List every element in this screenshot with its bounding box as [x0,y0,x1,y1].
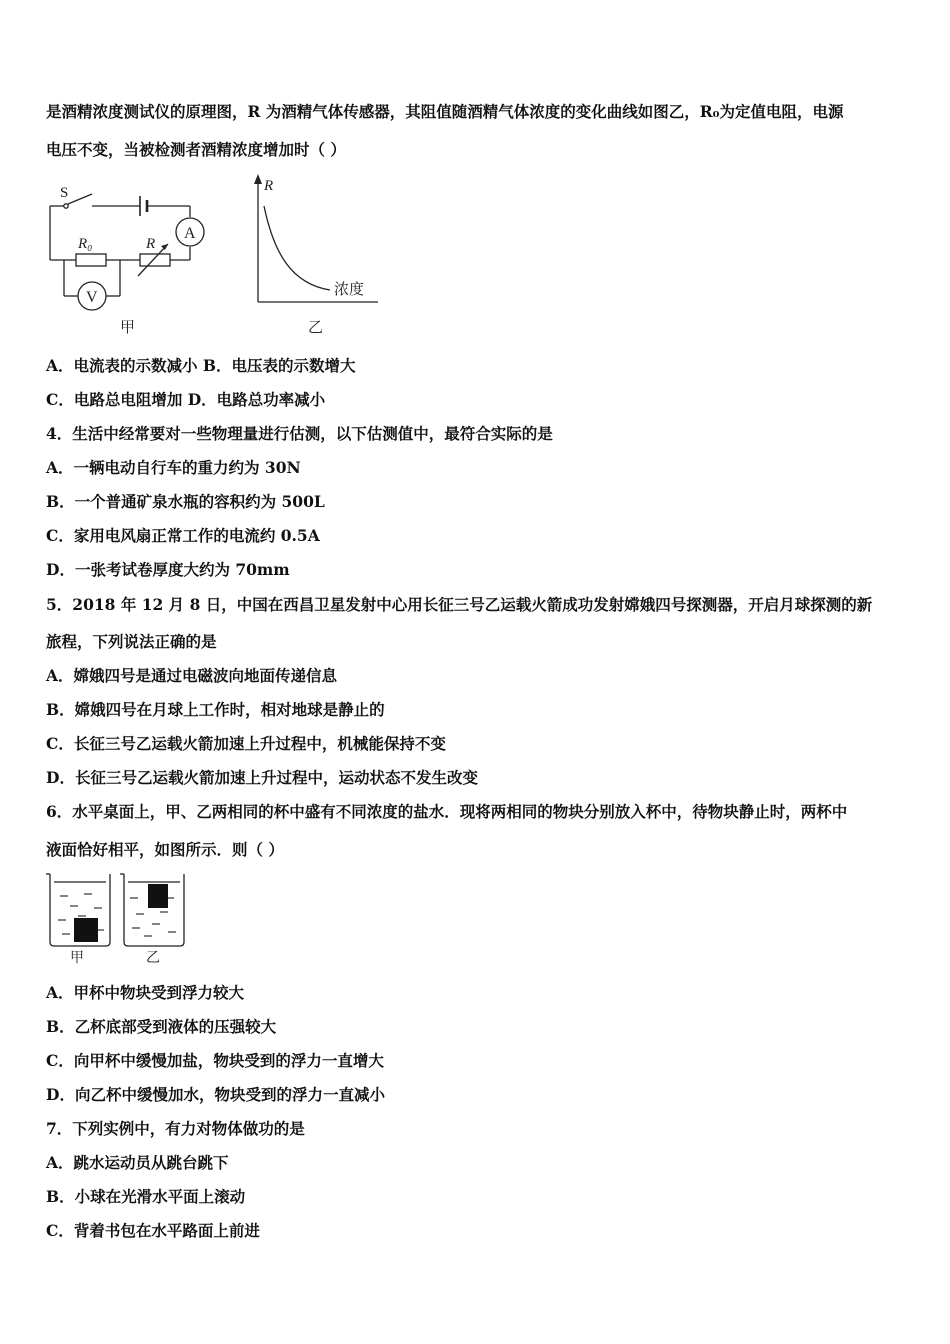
resistance-curve [264,206,330,290]
block-in-cup-yi [148,884,168,908]
q5-option-a: A．嫦娥四号是通过电磁波向地面传递信息 [46,666,338,685]
q7-stem: 7．下列实例中，有力对物体做功的是 [46,1119,305,1138]
q3-options-line2: C．电路总电阻增加 D．电路总功率减小 [46,390,326,409]
y-axis-label: R [264,178,274,194]
q5-option-b: B．嫦娥四号在月球上工作时，相对地球是静止的 [46,700,385,719]
fixed-resistor-label: R₀ [78,236,93,252]
figure-caption-jia: 甲 [120,320,136,336]
q4-option-d: D．一张考试卷厚度大约为 70mm [46,560,290,579]
q4-stem: 4．生活中经常要对一些物理量进行估测，以下估测值中，最符合实际的是 [46,424,553,443]
fixed-resistor-symbol [76,254,106,266]
switch-label: S [60,185,69,201]
resistance-concentration-graph [240,172,390,342]
q7-option-c: C．背着书包在水平路面上前进 [46,1221,260,1240]
circuit-diagram [40,172,220,342]
ammeter-label: A [184,225,196,242]
q4-option-c: C．家用电风扇正常工作的电流约 0.5A [46,526,320,545]
variable-resistor-symbol [140,254,170,266]
q7-option-b: B．小球在光滑水平面上滚动 [46,1187,246,1206]
q4-option-b: B．一个普通矿泉水瓶的容积约为 500L [46,492,325,511]
q6-stem-line1: 6．水平桌面上，甲、乙两相同的杯中盛有不同浓度的盐水．现将两相同的物块分别放入杯中，待物块静止时，两杯中 [46,802,848,821]
voltmeter-label: V [86,289,98,306]
q6-option-b: B．乙杯底部受到液体的压强较大 [46,1017,277,1036]
q6-option-d: D．向乙杯中缓慢加水，物块受到的浮力一直减小 [46,1085,385,1104]
q3-stem-line1: 是酒精浓度测试仪的原理图，R 为酒精气体传感器，其阻值随酒精气体浓度的变化曲线如图乙，R₀为定值电阻，电源 [46,102,844,121]
q7-option-a: A．跳水运动员从跳台跳下 [46,1153,229,1172]
q6-option-c: C．向甲杯中缓慢加盐，物块受到的浮力一直增大 [46,1051,384,1070]
cup-caption-yi: 乙 [146,951,160,966]
q5-option-c: C．长征三号乙运载火箭加速上升过程中，机械能保持不变 [46,734,446,753]
q3-stem-line2: 电压不变，当被检测者酒精浓度增加时（ ） [46,140,346,159]
variable-resistor-label: R [146,236,156,252]
q3-options-line1: A．电流表的示数减小 B．电压表的示数增大 [46,356,356,375]
two-cups-figure [44,868,194,968]
q5-option-d: D．长征三号乙运载火箭加速上升过程中，运动状态不发生改变 [46,768,478,787]
switch-blade [68,194,92,204]
block-in-cup-jia [74,918,98,942]
x-axis-label: 浓度 [334,282,365,298]
figure-caption-yi: 乙 [308,320,324,336]
q6-option-a: A．甲杯中物块受到浮力较大 [46,983,245,1002]
q6-stem-line2: 液面恰好相平，如图所示．则（ ） [46,840,284,859]
q4-option-a: A．一辆电动自行车的重力约为 30N [46,458,301,477]
q5-stem-line2: 旅程，下列说法正确的是 [46,632,217,651]
cup-caption-jia: 甲 [70,951,84,966]
q5-stem-line1: 5．2018 年 12 月 8 日，中国在西昌卫星发射中心用长征三号乙运载火箭成功发射嫦娥四号探测器，开启月球探测的新 [46,595,873,614]
